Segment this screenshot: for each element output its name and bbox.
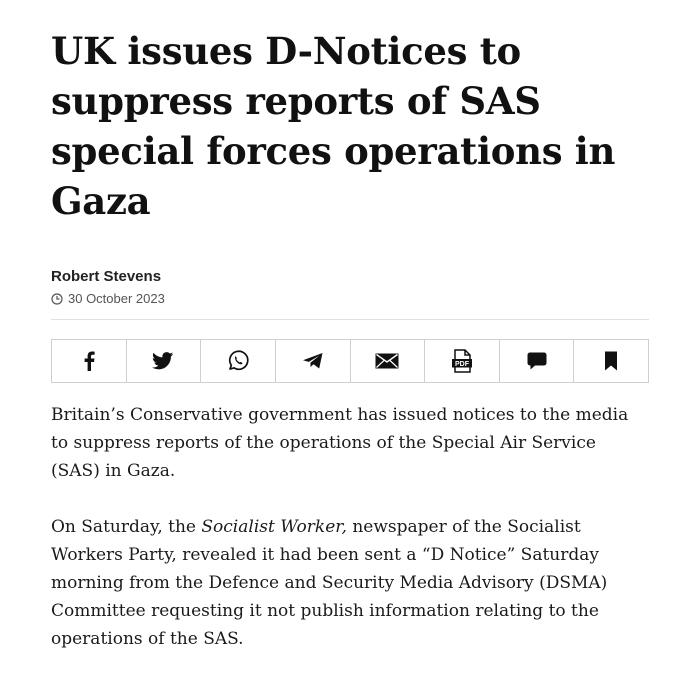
pdf-icon-label: PDF (454, 360, 469, 368)
article (51, 26, 649, 681)
share-facebook-button[interactable] (52, 340, 127, 382)
comments-button[interactable] (500, 340, 575, 382)
paragraph-1: Britain’s Conservative government has issued notices to the media to suppress reports of the operations of the Special Air Service (SAS) in Gaza. (51, 405, 629, 481)
paragraph-2 (51, 513, 649, 653)
share-twitter-button[interactable] (127, 340, 202, 382)
comment-icon (526, 351, 548, 371)
email-icon (375, 353, 399, 369)
publication-name: Socialist Worker, (201, 517, 347, 537)
divider (51, 319, 649, 320)
share-bar (51, 339, 649, 383)
clock-icon (51, 293, 63, 305)
share-whatsapp-button[interactable] (201, 340, 276, 382)
article-body (51, 401, 649, 653)
paragraph-2-rest: newspaper of the Socialist Workers Party, revealed it had been sent a “D Notice” Saturday morning from the Defence and Security Media Advisory (DSMA) Committee requesting it not publish information relating to the operations of the SAS. (51, 517, 608, 649)
publish-date-row (51, 291, 649, 306)
bookmark-button[interactable] (574, 340, 648, 382)
twitter-icon (152, 352, 174, 370)
pdf-icon (451, 349, 473, 373)
paragraph-2-intro: On Saturday, the (51, 517, 202, 537)
facebook-icon (83, 351, 95, 371)
author-name[interactable]: Robert Stevens (51, 268, 162, 285)
download-pdf-button[interactable] (425, 340, 500, 382)
telegram-icon (302, 352, 324, 370)
article-headline: UK issues D-Notices to suppress reports of SAS special forces operations in Gaza (51, 29, 616, 223)
share-telegram-button[interactable] (276, 340, 351, 382)
share-email-button[interactable] (351, 340, 426, 382)
publish-date: 30 October 2023 (68, 291, 165, 306)
bookmark-icon (604, 351, 618, 371)
whatsapp-icon (227, 350, 249, 372)
